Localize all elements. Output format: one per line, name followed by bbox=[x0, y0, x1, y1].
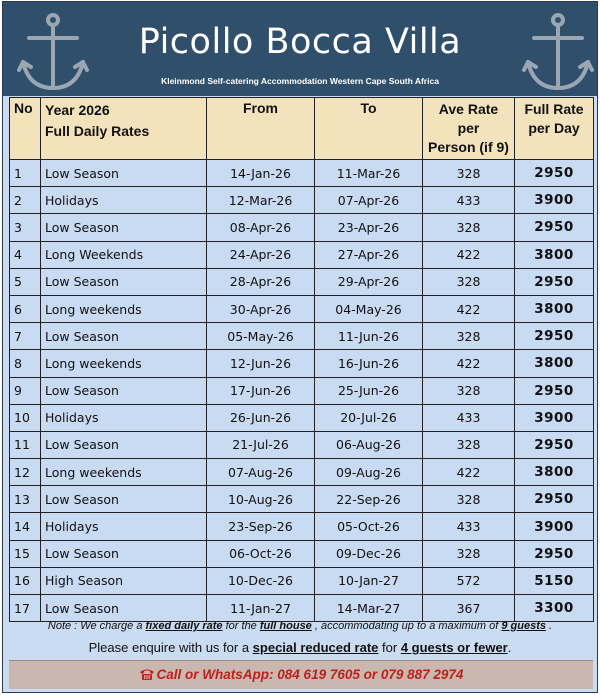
table-row bbox=[10, 295, 594, 322]
cell-to: 05-Oct-26 bbox=[315, 513, 423, 540]
table-row bbox=[10, 214, 594, 241]
cell-season: Low Season bbox=[41, 377, 207, 404]
telephone-icon bbox=[139, 667, 155, 681]
cell-full-rate: 3900 bbox=[515, 187, 594, 214]
cell-from: 21-Jul-26 bbox=[207, 431, 315, 458]
enquiry-text: Please enquire with us for a special reduced rate for 4 guests or fewer. bbox=[88, 640, 512, 655]
cell-ave-rate: 328 bbox=[423, 486, 515, 513]
cell-from: 08-Apr-26 bbox=[207, 214, 315, 241]
cell-ave-rate: 328 bbox=[423, 160, 515, 187]
header-from: From bbox=[207, 98, 315, 160]
cell-to: 09-Dec-26 bbox=[315, 540, 423, 567]
cell-full-rate: 5150 bbox=[515, 567, 594, 594]
cell-no: 3 bbox=[10, 214, 41, 241]
cell-from: 12-Mar-26 bbox=[207, 187, 315, 214]
cell-no: 13 bbox=[10, 486, 41, 513]
cell-from: 28-Apr-26 bbox=[207, 268, 315, 295]
table-row bbox=[10, 377, 594, 404]
cell-no: 14 bbox=[10, 513, 41, 540]
fixed-rate-emphasis: fixed daily rate bbox=[145, 620, 223, 632]
cell-ave-rate: 367 bbox=[423, 595, 515, 622]
cell-from: 07-Aug-26 bbox=[207, 459, 315, 486]
cell-no: 6 bbox=[10, 295, 41, 322]
cell-season: Low Season bbox=[41, 486, 207, 513]
cell-season: Low Season bbox=[41, 268, 207, 295]
cell-no: 9 bbox=[10, 377, 41, 404]
cell-season: Long weekends bbox=[41, 459, 207, 486]
cell-from: 12-Jun-26 bbox=[207, 350, 315, 377]
cell-full-rate: 2950 bbox=[515, 214, 594, 241]
cell-season: High Season bbox=[41, 567, 207, 594]
cell-no: 1 bbox=[10, 160, 41, 187]
table-row bbox=[10, 595, 594, 622]
cell-season: Holidays bbox=[41, 404, 207, 431]
full-house-emphasis: full house bbox=[259, 620, 312, 632]
header-year-rates: Year 2026 Full Daily Rates bbox=[41, 98, 207, 160]
table-header-row bbox=[10, 98, 594, 160]
header-ave-rate: Ave Rate per Person (if 9) bbox=[423, 98, 515, 160]
table-row bbox=[10, 431, 594, 458]
cell-from: 11-Jan-27 bbox=[207, 595, 315, 622]
cell-to: 20-Jul-26 bbox=[315, 404, 423, 431]
header-banner bbox=[3, 2, 597, 96]
cell-full-rate: 3900 bbox=[515, 513, 594, 540]
table-row bbox=[10, 323, 594, 350]
cell-ave-rate: 422 bbox=[423, 459, 515, 486]
cell-from: 17-Jun-26 bbox=[207, 377, 315, 404]
cell-no: 16 bbox=[10, 567, 41, 594]
cell-full-rate: 3800 bbox=[515, 459, 594, 486]
cell-ave-rate: 328 bbox=[423, 540, 515, 567]
cell-season: Holidays bbox=[41, 513, 207, 540]
cell-ave-rate: 328 bbox=[423, 268, 515, 295]
cell-ave-rate: 328 bbox=[423, 323, 515, 350]
contact-bar[interactable] bbox=[9, 660, 593, 689]
cell-to: 06-Aug-26 bbox=[315, 431, 423, 458]
cell-full-rate: 3900 bbox=[515, 404, 594, 431]
cell-to: 27-Apr-26 bbox=[315, 241, 423, 268]
cell-no: 17 bbox=[10, 595, 41, 622]
table-row bbox=[10, 459, 594, 486]
cell-season: Low Season bbox=[41, 214, 207, 241]
page-title: Picollo Bocca Villa bbox=[138, 22, 462, 62]
rates-table bbox=[9, 97, 594, 622]
cell-from: 05-May-26 bbox=[207, 323, 315, 350]
table-row bbox=[10, 404, 594, 431]
cell-ave-rate: 422 bbox=[423, 241, 515, 268]
cell-full-rate: 2950 bbox=[515, 160, 594, 187]
rates-poster bbox=[2, 1, 598, 693]
cell-season: Long weekends bbox=[41, 350, 207, 377]
table-row bbox=[10, 513, 594, 540]
cell-from: 14-Jan-26 bbox=[207, 160, 315, 187]
cell-to: 25-Jun-26 bbox=[315, 377, 423, 404]
cell-ave-rate: 328 bbox=[423, 377, 515, 404]
cell-season: Holidays bbox=[41, 187, 207, 214]
cell-to: 11-Mar-26 bbox=[315, 160, 423, 187]
cell-to: 29-Apr-26 bbox=[315, 268, 423, 295]
cell-ave-rate: 433 bbox=[423, 404, 515, 431]
pricing-note: Note : We charge a fixed daily rate for the full house , accommodating up to a maximum of 9 guests . bbox=[47, 620, 553, 632]
cell-season: Low Season bbox=[41, 160, 207, 187]
max-guests-emphasis: 9 guests bbox=[501, 620, 546, 632]
cell-no: 8 bbox=[10, 350, 41, 377]
cell-from: 06-Oct-26 bbox=[207, 540, 315, 567]
cell-full-rate: 2950 bbox=[515, 323, 594, 350]
cell-season: Long Weekends bbox=[41, 241, 207, 268]
cell-to: 16-Jun-26 bbox=[315, 350, 423, 377]
cell-to: 22-Sep-26 bbox=[315, 486, 423, 513]
cell-from: 23-Sep-26 bbox=[207, 513, 315, 540]
cell-no: 4 bbox=[10, 241, 41, 268]
contact-text[interactable]: Call or WhatsApp: 084 619 7605 or 079 887 2974 bbox=[156, 667, 464, 682]
table-row bbox=[10, 187, 594, 214]
cell-to: 04-May-26 bbox=[315, 295, 423, 322]
page-subtitle: Kleinmond Self-catering Accommodation Western Cape South Africa bbox=[161, 76, 439, 86]
cell-from: 24-Apr-26 bbox=[207, 241, 315, 268]
table-row bbox=[10, 268, 594, 295]
cell-full-rate: 2950 bbox=[515, 377, 594, 404]
cell-to: 11-Jun-26 bbox=[315, 323, 423, 350]
cell-season: Long weekends bbox=[41, 295, 207, 322]
cell-no: 11 bbox=[10, 431, 41, 458]
cell-ave-rate: 422 bbox=[423, 295, 515, 322]
cell-season: Low Season bbox=[41, 431, 207, 458]
cell-season: Low Season bbox=[41, 540, 207, 567]
cell-ave-rate: 572 bbox=[423, 567, 515, 594]
cell-full-rate: 3800 bbox=[515, 241, 594, 268]
cell-no: 15 bbox=[10, 540, 41, 567]
cell-no: 5 bbox=[10, 268, 41, 295]
cell-to: 23-Apr-26 bbox=[315, 214, 423, 241]
cell-no: 2 bbox=[10, 187, 41, 214]
table-row bbox=[10, 540, 594, 567]
cell-to: 10-Jan-27 bbox=[315, 567, 423, 594]
cell-season: Low Season bbox=[41, 595, 207, 622]
header-to: To bbox=[315, 98, 423, 160]
cell-full-rate: 3800 bbox=[515, 350, 594, 377]
table-row bbox=[10, 350, 594, 377]
cell-full-rate: 3800 bbox=[515, 295, 594, 322]
cell-ave-rate: 433 bbox=[423, 187, 515, 214]
cell-full-rate: 2950 bbox=[515, 431, 594, 458]
table-row bbox=[10, 160, 594, 187]
cell-full-rate: 2950 bbox=[515, 540, 594, 567]
cell-full-rate: 2950 bbox=[515, 486, 594, 513]
guests-emphasis: 4 guests or fewer bbox=[400, 640, 508, 655]
cell-ave-rate: 328 bbox=[423, 214, 515, 241]
cell-from: 30-Apr-26 bbox=[207, 295, 315, 322]
cell-full-rate: 3300 bbox=[515, 595, 594, 622]
cell-to: 14-Mar-27 bbox=[315, 595, 423, 622]
cell-to: 07-Apr-26 bbox=[315, 187, 423, 214]
table-row bbox=[10, 486, 594, 513]
cell-no: 7 bbox=[10, 323, 41, 350]
cell-ave-rate: 433 bbox=[423, 513, 515, 540]
cell-no: 12 bbox=[10, 459, 41, 486]
header-full-rate: Full Rate per Day bbox=[515, 98, 594, 160]
cell-from: 10-Aug-26 bbox=[207, 486, 315, 513]
header-no: No bbox=[10, 98, 41, 160]
anchor-icon bbox=[522, 12, 594, 92]
cell-ave-rate: 422 bbox=[423, 350, 515, 377]
cell-full-rate: 2950 bbox=[515, 268, 594, 295]
cell-from: 10-Dec-26 bbox=[207, 567, 315, 594]
table-row bbox=[10, 567, 594, 594]
cell-to: 09-Aug-26 bbox=[315, 459, 423, 486]
cell-from: 26-Jun-26 bbox=[207, 404, 315, 431]
special-rate-emphasis: special reduced rate bbox=[252, 640, 379, 655]
table-row bbox=[10, 241, 594, 268]
cell-season: Low Season bbox=[41, 323, 207, 350]
cell-ave-rate: 328 bbox=[423, 431, 515, 458]
cell-no: 10 bbox=[10, 404, 41, 431]
